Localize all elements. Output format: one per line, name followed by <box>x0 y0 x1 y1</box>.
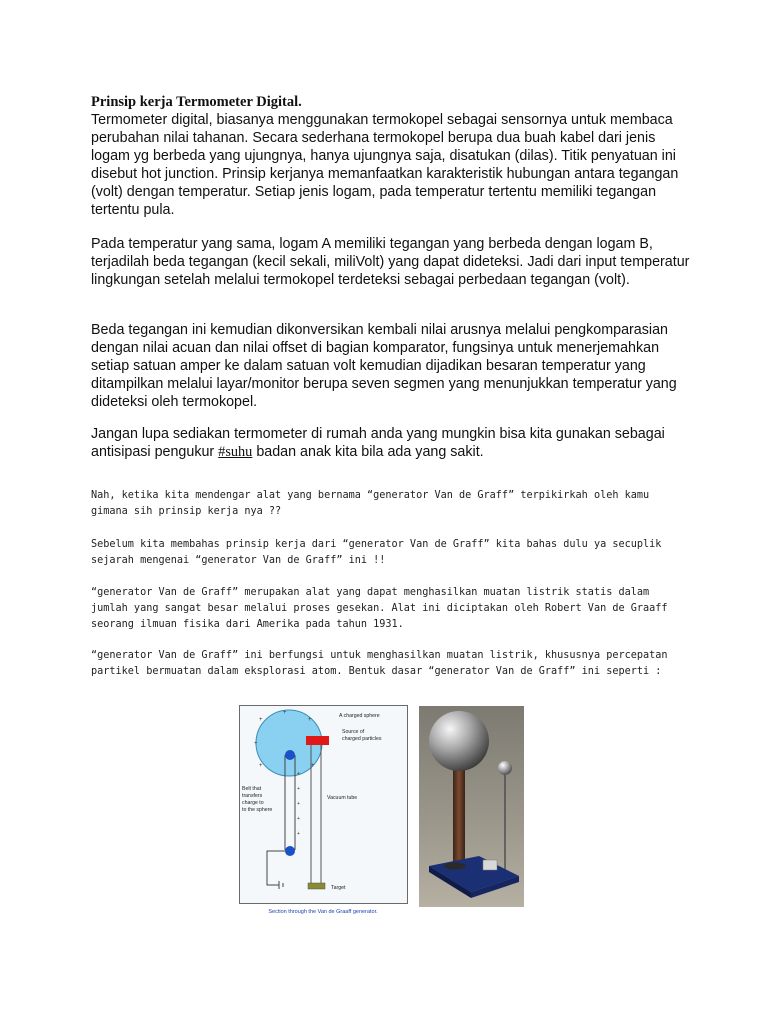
svg-text:+: + <box>308 717 312 723</box>
diagram-caption: Section through the Van de Graaff generator. <box>268 909 378 915</box>
svg-text:+: + <box>259 763 263 769</box>
paragraph-termokopel: Termometer digital, biasanya menggunakan termokopel sebagai sensornya untuk membaca perubahan nilai tahanan. Secara sederhana termokopel berupa dua buah kabel dari jenis logam yg berbeda yang ujungnya, hanya ujungnya saja, disatukan (dilas). Titik penyatuan ini disebut hot junction. Prinsip kerjanya memanfaatkan karakteristik hubungan antara tegangan (volt) dengan temperatur. Setiap jenis logam, pada temperatur tertentu memiliki tegangan tertentu pula. <box>91 112 679 218</box>
insulating-column <box>453 758 465 870</box>
top-pulley <box>285 750 295 760</box>
label-sphere: A charged sphere <box>339 713 380 719</box>
paragraph-saran-end: badan anak kita bila ada yang sakit. <box>252 444 484 460</box>
svg-text:+: + <box>283 710 287 716</box>
label-source-2: charged particles <box>342 736 382 742</box>
source-block <box>306 736 329 745</box>
paragraph-saran <box>91 425 691 461</box>
blog-paragraph-fungsi: “generator Van de Graff” ini berfungsi untuk menghasilkan muatan listrik, khususnya percepatan partikel bermuatan dalam eksplorasi atom. Bentuk dasar “generator Van de Graff” ini seperti : <box>91 650 668 677</box>
discharge-ball <box>498 761 512 775</box>
svg-text:+: + <box>259 717 263 723</box>
svg-text:+: + <box>297 831 300 837</box>
document-title: Prinsip kerja Termometer Digital. <box>91 94 302 110</box>
paragraph-saran-text: Jangan lupa sediakan termometer di rumah anda yang mungkin bisa kita gunakan sebagai antisipasi pengukur <box>91 426 665 460</box>
svg-text:+: + <box>297 786 300 792</box>
blog-paragraph-intro: Nah, ketika kita mendengar alat yang bernama “generator Van de Graff” terpikirkah oleh kamu gimana sih prinsip kerja nya ?? <box>91 490 650 517</box>
van-de-graaff-photo <box>419 706 524 907</box>
svg-text:+: + <box>254 741 258 747</box>
van-de-graaff-diagram <box>239 705 408 917</box>
target-block <box>308 883 325 889</box>
metal-dome <box>429 711 489 771</box>
blog-paragraph-sejarah: Sebelum kita membahas prinsip kerja dari “generator Van de Graff” kita bahas dulu ya secuplik sejarah mengenai “generator Van de Graff” ini !! <box>91 539 662 566</box>
label-source-1: Source of <box>342 729 365 735</box>
svg-text:+: + <box>311 763 315 769</box>
paragraph-beda-tegangan: Pada temperatur yang sama, logam A memiliki tegangan yang berbeda dengan logam B, terjadilah beda tegangan (kecil sekali, miliVolt) yang dapat dideteksi. Jadi dari input temperatur lingkungan setelah melalui termokopel terdeteksi sebagai perbedaan tegangan (volt). <box>91 236 690 288</box>
motor-box <box>483 860 497 870</box>
label-belt-2: transfers <box>242 793 263 799</box>
blog-paragraph-definisi: “generator Van de Graff” merupakan alat yang dapat menghasilkan muatan listrik statis dalam jumlah yang sangat besar melalui proses gesekan. Alat ini diciptakan oleh Robert Van de Graaff seorang ilmuan fisika dari Amerika pada tahun 1931. <box>91 587 668 630</box>
column-foot <box>444 863 466 870</box>
paragraph-konversi: Beda tegangan ini kemudian dikonversikan kembali nilai arusnya melalui pengkomparasian dengan nilai acuan dan nilai offset di bagian komparator, fungsinya untuk menerjemahkan setiap satuan amper ke dalam satuan volt kemudian dijadikan besaran temperatur yang ditampilkan melalui layar/monitor berupa seven segmen yang menunjukkan temperatur yang dideteksi oleh termokopel. <box>91 322 677 410</box>
svg-text:+: + <box>297 816 300 822</box>
label-belt-4: to the sphere <box>242 807 273 813</box>
hashtag-link[interactable]: #suhu <box>218 444 253 460</box>
label-target: Target <box>331 885 346 891</box>
bottom-pulley <box>285 846 295 856</box>
label-tube: Vacuum tube <box>327 795 358 801</box>
label-belt-3: charge to <box>242 800 264 806</box>
label-belt-1: Belt that <box>242 786 262 792</box>
svg-text:+: + <box>297 771 300 777</box>
svg-text:+: + <box>297 801 300 807</box>
